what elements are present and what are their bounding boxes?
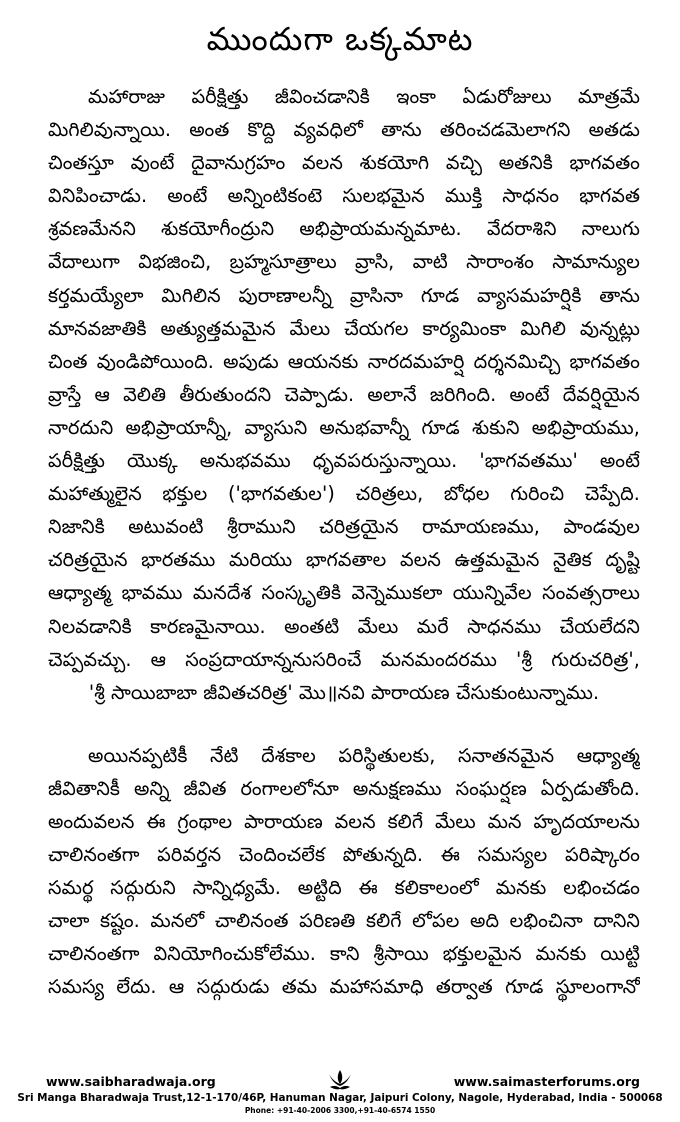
text-line: చరిత్రయైన భారతము మరియు భాగవతాల వలన ఉత్తమమైన నైతిక దృష్టి: [48, 548, 640, 572]
text-line: చాలా కష్టం. మనలో చాలినంత పరిణతి కలిగే లోపల అది లభించినా దానిని: [48, 909, 640, 933]
text-line: వ్రాస్తే ఆ వెలితి తీరుతుందని చెప్పాడు. అలానే జరిగింది. అంటే దేవర్షియైన: [48, 382, 640, 406]
text-line: శ్రవణమేనని శుకయోగీంద్రుని అభిప్రాయమన్నమాట. వేదరాశిని నాలుగు: [48, 217, 640, 241]
text-line: చెప్పవచ్చు. ఆ సంప్రదాయాన్ననుసరించే మనమందరము 'శ్రీ గురుచరిత్ర',: [48, 647, 640, 671]
text-line: ఆధ్యాత్మ భావము మనదేశ సంస్కృతికి వెన్నెముకలా యున్నివేల సంవత్సరాలు: [48, 581, 640, 605]
footer-phone: Phone: +91-40-2006 3300,+91-40-6574 1550: [244, 1106, 436, 1115]
text-line: వేదాలుగా విభజించి, బ్రహ్మసూత్రాలు వ్రాసి, వాటి సారాంశం సామాన్యుల: [48, 250, 640, 274]
lotus-logo-icon: [326, 1068, 354, 1092]
paragraph-gap: [48, 709, 640, 739]
text-line: చింత వుండిపోయింది. అపుడు ఆయనకు నారదమహర్షి దర్శనమిచ్చి భాగవతం: [48, 349, 640, 373]
footer-address: Sri Manga Bharadwaja Trust,12-1-170/46P, Hanuman Nagar, Jaipuri Colony, Nagole, Hyderabad, India - 500068: [17, 1092, 663, 1104]
text-line: నిలవడానికి కారణమైనాయి. అంతటి మేలు మరే సాధనము చేయలేదని: [48, 614, 640, 638]
website-link-right[interactable]: www.saimasterforums.org: [453, 1074, 640, 1089]
text-line: అందువలన ఈ గ్రంథాల పారాయణ వలన కలిగే మేలు మన హృదయాలను: [48, 809, 640, 833]
text-line: చింతస్తూ వుంటే దైవానుగ్రహం వలన శుకయోగి వచ్చి అతనికి భాగవతం: [48, 151, 640, 175]
text-line: మిగిలివున్నాయి. అంత కొద్ది వ్యవధిలో తాను తరించడమెలాగని అతడు: [48, 118, 640, 142]
text-line: చాలినంతగా పరివర్తన చెందించలేక పోతున్నది. ఈ సమస్యల పరిష్కారం: [48, 843, 640, 867]
text-line: చాలినంతగా వినియోగించుకోలేము. కాని శ్రీసాయి భక్తులమైన మనకు యిట్టి: [48, 942, 640, 966]
body-text: [48, 80, 640, 1004]
text-line: మహాత్ములైన భక్తుల ('భాగవతుల') చరిత్రలు, బోధల గురించి చెప్పేది.: [48, 482, 640, 506]
paragraph-1: [48, 80, 640, 709]
text-line: పరీక్షిత్తు యొక్క అనుభవము ధృవపరుస్తున్నాయి. 'భాగవతము' అంటే: [48, 449, 640, 473]
text-line: కర్తమయ్యేలా మిగిలిన పురాణాలన్నీ వ్రాసినా గూడ వ్యాసమహర్షికి తాను: [48, 283, 640, 307]
paragraph-2: [48, 739, 640, 1004]
text-line: నారదుని అభిప్రాయాన్నీ, వ్యాసుని అనుభవాన్నీ గూడ శుకుని అభిప్రాయము,: [48, 415, 640, 439]
text-line: నిజానికి అటువంటి శ్రీరాముని చరిత్రయైన రామాయణము, పాండవుల: [48, 515, 640, 539]
text-line: సమర్థ సద్గురుని సాన్నిధ్యమే. అట్టిది ఈ కలికాలంలో మనకు లభించడం: [48, 876, 640, 900]
page-title: ముందుగా ఒక్కమాట: [206, 20, 474, 58]
text-line: జీవితానికీ అన్ని జీవిత రంగాలలోనూ అనుక్షణము సంఘర్షణ ఏర్పడుతోంది.: [48, 776, 640, 800]
text-line: అయినప్పటికీ నేటి దేశకాల పరిస్థితులకు, సనాతనమైన ఆధ్యాత్మ: [88, 743, 640, 767]
text-line: సమస్య లేదు. ఆ సద్గురుడు తమ మహాసమాధి తర్వాత గూడ స్థూలంగానో: [48, 975, 640, 999]
website-link-left[interactable]: www.saibharadwaja.org: [46, 1074, 216, 1089]
text-line: వినిపించాడు. అంటే అన్నింటికంటె సులభమైన ముక్తి సాధనం భాగవత: [48, 184, 640, 208]
text-line: 'శ్రీ సాయిబాబా జీవితచరిత్ర' మొ॥నవి పారాయణ చేసుకుంటున్నాము.: [88, 680, 600, 704]
text-line: మానవజాతికి అత్యుత్తమమైన మేలు చేయగల కార్యమింకా మిగిలి వున్నట్లు: [48, 316, 640, 340]
page-footer: [0, 1068, 680, 1122]
text-line: మహారాజు పరీక్షిత్తు జీవించడానికి ఇంకా ఏడురోజులు మాత్రమే: [88, 85, 640, 108]
